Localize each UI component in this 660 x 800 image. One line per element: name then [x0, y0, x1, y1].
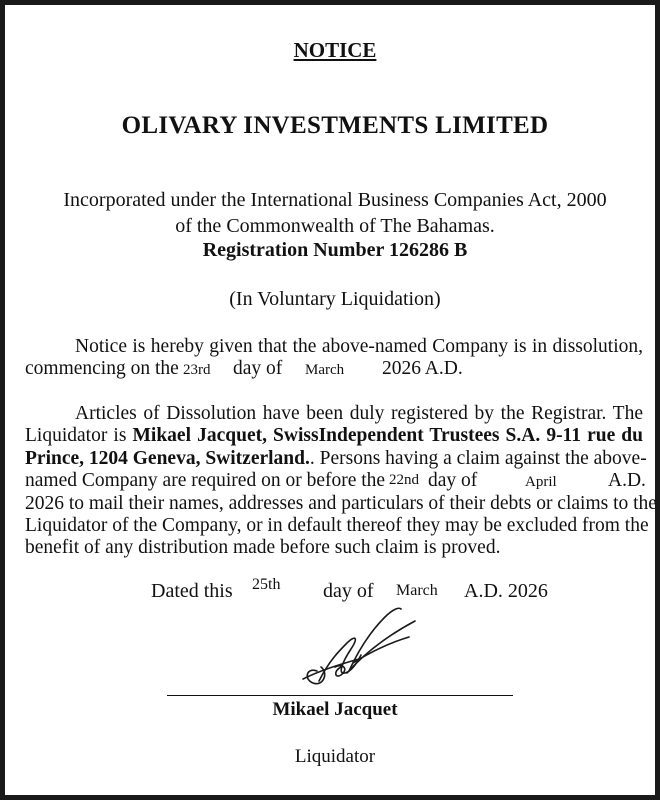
company-name: OLIVARY INVESTMENTS LIMITED	[121, 112, 549, 139]
paragraph-2-line-7: benefit of any distribution made before such claim is proved.	[25, 537, 501, 558]
handwritten-signature	[289, 601, 429, 693]
paragraph-1-line-1: Notice is hereby given that the above-named Company is in dissolution,	[75, 336, 643, 357]
liquidator-prefix: Liquidator is	[25, 425, 127, 446]
paragraph-2-line-6: Liquidator of the Company, or in default thereof they may be excluded from the	[25, 515, 649, 536]
dated-prefix: Dated this	[151, 580, 233, 602]
commencement-day-of: day of	[233, 358, 283, 379]
commencement-day: 23rd	[183, 362, 211, 378]
notice-heading: NOTICE	[293, 38, 377, 62]
paragraph-2-line-5: 2026 to mail their names, addresses and particulars of their debts or claims to the	[25, 493, 657, 514]
paragraph-2-line-4	[25, 470, 645, 492]
claims-deadline-month: April	[525, 474, 557, 490]
commencement-prefix: commencing on the	[25, 358, 179, 379]
dated-day-of: day of	[323, 580, 374, 602]
dated-year: A.D. 2026	[464, 580, 548, 602]
paragraph-2-line-3	[25, 448, 647, 470]
liquidator-name-address: Mikael Jacquet, SwissIndependent Trustees S.A. 9-11 rue du	[132, 425, 643, 446]
claims-deadline-prefix: named Company are required on or before the	[25, 470, 386, 491]
claims-deadline-day-of: day of	[428, 470, 478, 491]
signatory-name: Mikael Jacquet	[272, 699, 398, 720]
paragraph-2-line-1: Articles of Dissolution have been duly registered by the Registrar. The	[75, 403, 643, 424]
paragraph-1-line-2	[25, 358, 645, 380]
dated-month: March	[396, 582, 438, 599]
signatory-title: Liquidator	[294, 746, 376, 767]
liquidator-address-city: Prince, 1204 Geneva, Switzerland.	[25, 448, 310, 469]
claims-deadline-day: 22nd	[389, 472, 419, 488]
commencement-month: March	[305, 362, 345, 378]
dated-day: 25th	[252, 576, 281, 593]
commencement-year: 2026 A.D.	[382, 358, 463, 379]
claims-intro: . Persons having a claim against the above-	[309, 448, 647, 469]
registration-number: Registration Number 126286 B	[202, 239, 468, 261]
incorporation-line-2: of the Commonwealth of The Bahamas.	[175, 215, 495, 237]
incorporation-line-1: Incorporated under the International Business Companies Act, 2000	[63, 189, 607, 211]
signature-line	[167, 695, 513, 696]
paragraph-2-line-2	[25, 425, 643, 447]
liquidation-status: (In Voluntary Liquidation)	[229, 288, 441, 310]
claims-deadline-ad: A.D.	[608, 470, 646, 491]
